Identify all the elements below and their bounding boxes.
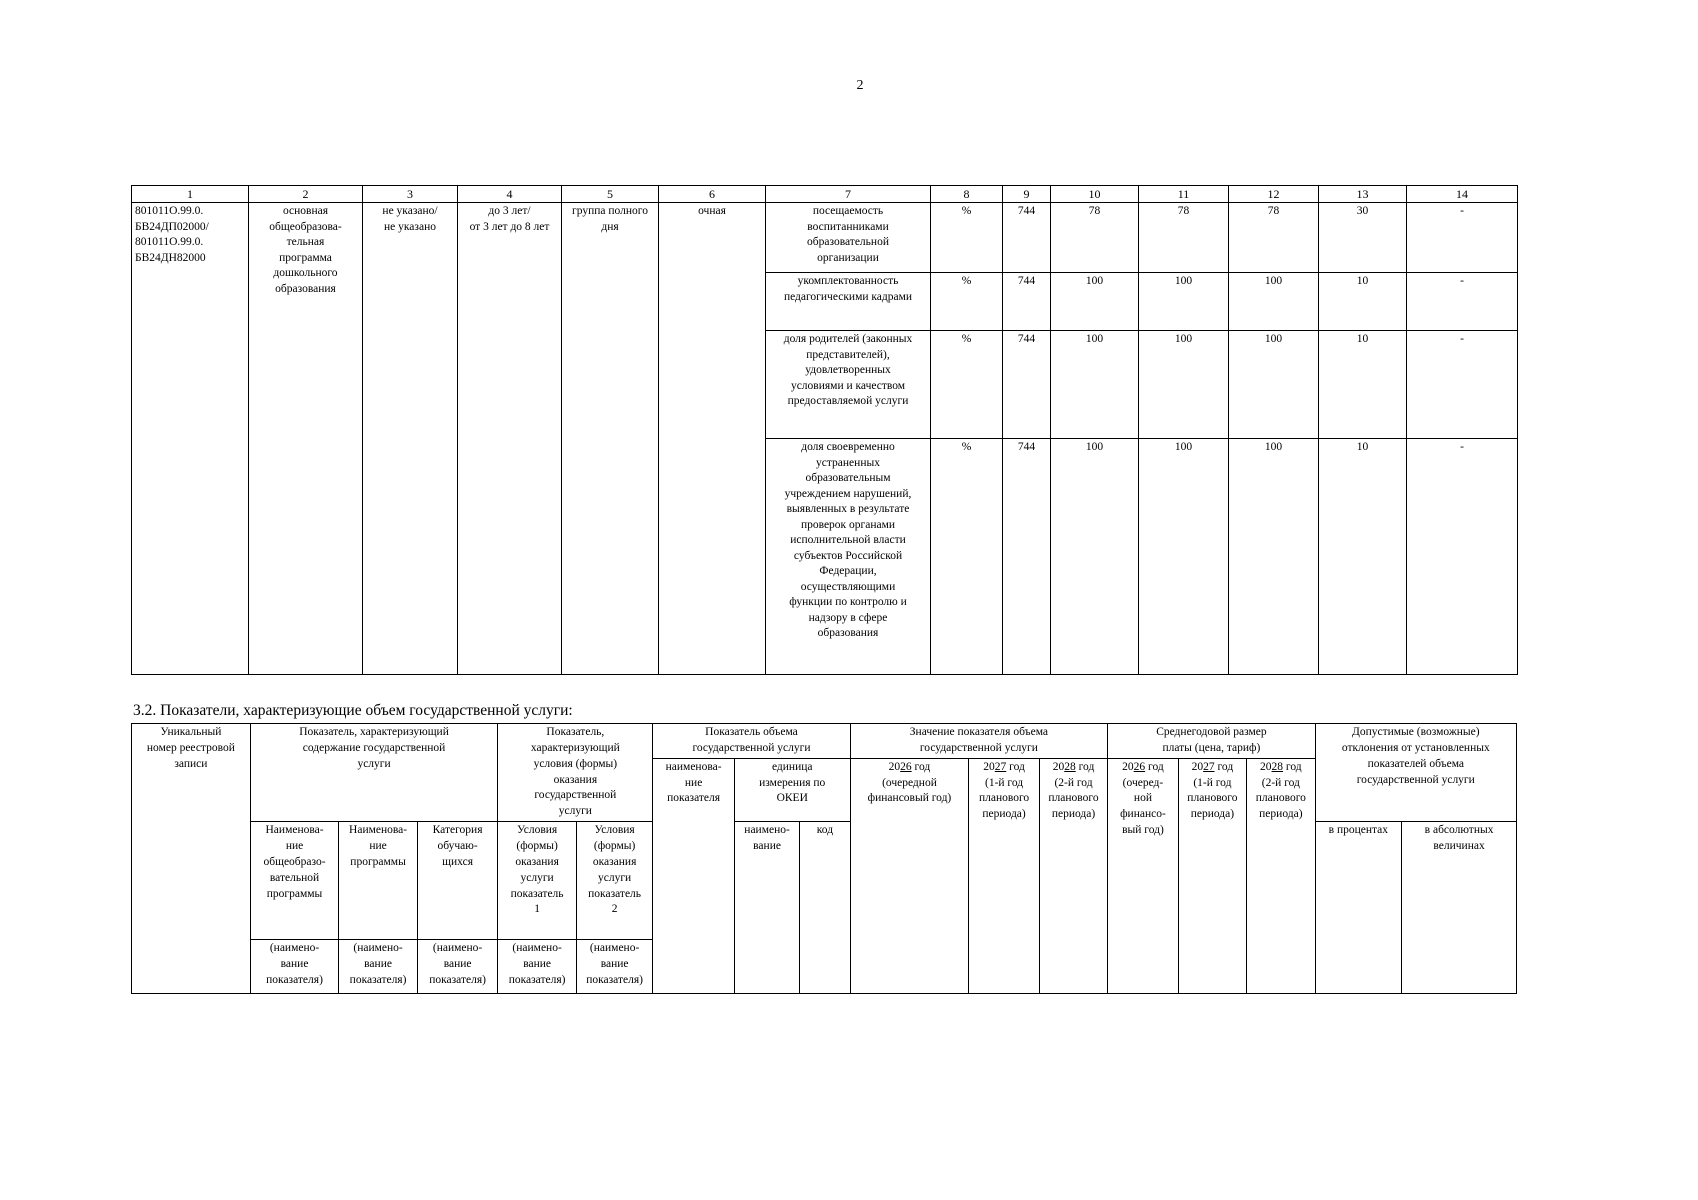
year-2027-fee: 27: [1203, 760, 1215, 773]
volume-indicator-header: Показатель объема государственной услуги: [653, 724, 850, 759]
year-2028-value-header: 2028 год (2-й год планового периода): [1039, 758, 1107, 993]
col-num: 3: [363, 186, 458, 203]
section-title: 3.2. Показатели, характеризующие объем государственной услуги:: [133, 702, 573, 719]
value-plan2: 100: [1229, 273, 1319, 331]
average-fee-header: Среднегодовой размер платы (цена, тариф): [1108, 724, 1315, 759]
unit: %: [931, 273, 1003, 331]
value-current: 78: [1051, 203, 1139, 273]
col-num: 5: [562, 186, 659, 203]
quality-indicators-table: [131, 185, 1518, 675]
value-plan1: 100: [1139, 273, 1229, 331]
sub-condition-1: Условия (формы) оказания услуги показатель 1: [498, 822, 577, 940]
sub-condition-2: Условия (формы) оказания услуги показатель 2: [576, 822, 652, 940]
deviation-percent: 10: [1319, 331, 1407, 439]
age-category: до 3 лет/ от 3 лет до 8 лет: [458, 203, 562, 675]
program-spec: не указано/ не указано: [363, 203, 458, 675]
unit-okei-header: единица измерения по ОКЕИ: [734, 758, 850, 821]
deviation-percent-header: в процентах: [1315, 822, 1402, 994]
deviation-percent: 10: [1319, 439, 1407, 675]
table-row: [132, 203, 1518, 273]
year-2027-fee-header: 2027 год (1-й год планового периода): [1178, 758, 1246, 993]
sub-program: Наименова- ние программы: [339, 822, 418, 940]
deviation-absolute: -: [1407, 203, 1518, 273]
year-2026-fee-header: 2026 год (очеред- ной финансо- вый год): [1108, 758, 1178, 993]
col-num: 13: [1319, 186, 1407, 203]
okei-code: 744: [1003, 331, 1051, 439]
indicator-name: посещаемость воспитанниками образовательной организации: [766, 203, 931, 273]
okei-code: 744: [1003, 273, 1051, 331]
col-num: 9: [1003, 186, 1051, 203]
year-2026-value-header: 2026 год (очередной финансовый год): [850, 758, 969, 993]
year-2028-fee-header: 2028 год (2-й год планового периода): [1247, 758, 1315, 993]
value-plan1: 78: [1139, 203, 1229, 273]
sub-category: Категория обучаю- щихся: [417, 822, 498, 940]
col-num: 4: [458, 186, 562, 203]
sub-program-name: Наименова- ние общеобразо- вательной программы: [250, 822, 339, 940]
year-2028: 28: [1064, 760, 1076, 773]
group-condition: группа полного дня: [562, 203, 659, 675]
volume-value-header: Значение показателя объема государственной услуги: [850, 724, 1108, 759]
program-name: основная общеобразова- тельная программа дошкольного образования: [249, 203, 363, 675]
okei-code: 744: [1003, 203, 1051, 273]
year-2026-fee: 26: [1133, 760, 1146, 773]
col-num: 12: [1229, 186, 1319, 203]
unit: %: [931, 439, 1003, 675]
column-number-row: [132, 186, 1518, 203]
unit: %: [931, 203, 1003, 273]
deviation-absolute: -: [1407, 439, 1518, 675]
education-form: очная: [659, 203, 766, 675]
year-2027-value-header: 2027 год (1-й год планового периода): [969, 758, 1039, 993]
value-plan1: 100: [1139, 439, 1229, 675]
naming-note: (наимено- вание показателя): [250, 940, 339, 994]
deviation-absolute: -: [1407, 273, 1518, 331]
unique-number-header: Уникальный номер реестровой записи: [132, 724, 251, 994]
value-current: 100: [1051, 439, 1139, 675]
col-num: 11: [1139, 186, 1229, 203]
deviation-percent: 10: [1319, 273, 1407, 331]
value-plan2: 100: [1229, 439, 1319, 675]
year-2027: 27: [994, 760, 1007, 773]
indicator-name-header: наименова- ние показателя: [653, 758, 735, 993]
indicator-name: доля родителей (законных представителей), удовлетворенных условиями и качеством предоставляемой услуги: [766, 331, 931, 439]
deviation-header: Допустимые (возможные) отклонения от установленных показателей объема государственной услуги: [1315, 724, 1516, 822]
naming-note: (наимено- вание показателя): [339, 940, 418, 994]
col-num: 2: [249, 186, 363, 203]
col-num: 8: [931, 186, 1003, 203]
okei-code: 744: [1003, 439, 1051, 675]
value-plan2: 78: [1229, 203, 1319, 273]
naming-note: (наимено- вание показателя): [576, 940, 652, 994]
value-plan2: 100: [1229, 331, 1319, 439]
value-current: 100: [1051, 273, 1139, 331]
col-num: 10: [1051, 186, 1139, 203]
unit-code: код: [800, 822, 850, 994]
unit-name: наимено- вание: [734, 822, 799, 994]
volume-indicators-table: [131, 723, 1517, 994]
value-current: 100: [1051, 331, 1139, 439]
naming-note: (наимено- вание показателя): [498, 940, 577, 994]
deviation-absolute-header: в абсолютных величинах: [1402, 822, 1517, 994]
content-indicator-header: Показатель, характеризующий содержание государственной услуги: [250, 724, 498, 822]
col-num: 6: [659, 186, 766, 203]
col-num: 14: [1407, 186, 1518, 203]
value-plan1: 100: [1139, 331, 1229, 439]
col-num: 7: [766, 186, 931, 203]
deviation-absolute: -: [1407, 331, 1518, 439]
year-2028-fee: 28: [1271, 760, 1284, 773]
registry-number: 801011О.99.0. БВ24ДП02000/ 801011О.99.0. БВ24ДН82000: [132, 203, 249, 675]
deviation-percent: 30: [1319, 203, 1407, 273]
unit: %: [931, 331, 1003, 439]
page-number: 2: [856, 78, 864, 93]
year-2026: 26: [900, 760, 912, 773]
conditions-indicator-header: Показатель, характеризующий условия (формы) оказания государственной услуги: [498, 724, 653, 822]
col-num: 1: [132, 186, 249, 203]
naming-note: (наимено- вание показателя): [417, 940, 498, 994]
indicator-name: доля своевременно устраненных образовательным учреждением нарушений, выявленных в результате проверок органами исполнительной власти субъектов Российской Федерации, осуществляющими функции по контролю и надзору в сфере образования: [766, 439, 931, 675]
indicator-name: укомплектованность педагогическими кадрами: [766, 273, 931, 331]
